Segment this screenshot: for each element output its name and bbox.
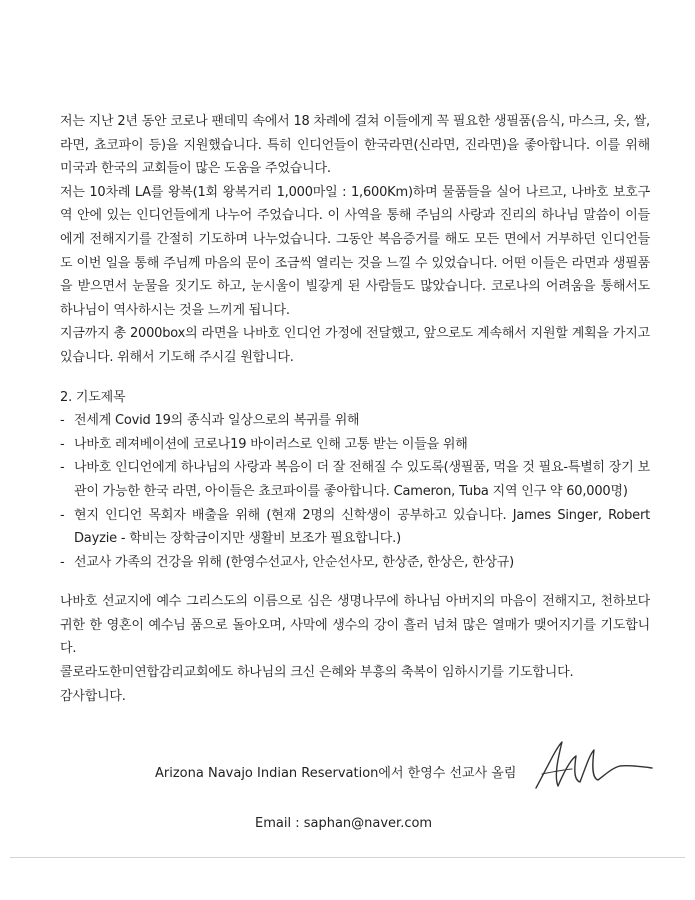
closing-thanks: 감사합니다. <box>60 688 126 704</box>
dash-marker: - <box>60 436 65 452</box>
prayer-item-text: 전세계 Covid 19의 종식과 일상으로의 복귀를 위해 <box>74 413 360 429</box>
prayer-item <box>60 433 650 457</box>
prayer-item <box>60 456 650 503</box>
email-line: Email : saphan@naver.com <box>255 816 433 831</box>
intro-paragraph-1: 저는 지난 2년 동안 코로나 팬데믹 속에서 18 차례에 걸쳐 이들에게 꼭 필요한 생필품(음식, 마스크, 옷, 쌀, 라면, 쵸코파이 등)을 지원했습니다. 특히 인디언들이 한국라면(신라면, 진라면)을 좋아합니다. 이를 위해 미국과 한국의 교회들이 많은 도움을 주었습니다. <box>60 114 650 177</box>
dash-marker: - <box>60 460 65 476</box>
prayer-item-text: 현지 인디언 목회자 배출을 위해 (현재 2명의 신학생이 공부하고 있습니다. James Singer, Robert Dayzie - 학비는 장학금이지만 생활비 보조가 필요합니다.) <box>74 507 650 547</box>
prayer-item-text: 나바호 인디언에게 하나님의 사랑과 복음이 더 잘 전해질 수 있도록(생필품, 먹을 것 필요-특별히 장기 보관이 가능한 한국 라면, 아이들은 쵸코파이를 좋아합니다. Cameron, Tuba 지역 인구 약 60,000명) <box>74 460 650 499</box>
prayer-item-text: 나바호 레져베이션에 코로나19 바이러스로 인해 고통 받는 이들을 위해 <box>74 436 468 452</box>
prayer-item <box>60 409 650 433</box>
intro-paragraph-2: 저는 10차례 LA를 왕복(1회 왕복거리 1,000마일 : 1,600Km)하며 물품들을 실어 나르고, 나바호 보호구역 안에 있는 인디언들에게 나누어 주었습니다. 이 사역을 통해 주님의 사랑과 진리의 하나님 말씀이 이들에게 전해지기를 간절히 기도하며 나누었습니다. 그동안 복음증거를 해도 모든 면에서 거부하던 인디언들도 이번 일을 통해 주님께 마음의 문이 조금씩 열리는 것을 느낄 수 있었습니다. 어떤 이들은 라면과 생필품을 받으면서 눈물을 짓기도 하고, 눈시울이 빌갛게 된 사람들도 많았습니다. 코로나의 어려움을 통해서도 하나님이 역사하시는 것을 느끼게 됩니다. <box>60 184 650 318</box>
closing-paragraph-1: 나바호 선교지에 예수 그리스도의 이름으로 심은 생명나무에 하나님 아버지의 마음이 전해지고, 천하보다 귀한 한 영혼이 예수님 품으로 돌아오며, 사막에 생수의 강이 흘러 넘쳐 많은 열매가 맺어지기를 기도합니다. <box>60 594 650 657</box>
intro-paragraph-3: 지금까지 총 2000box의 라면을 나바호 인디언 가정에 전달했고, 앞으로도 계속해서 지원할 계획을 가지고 있습니다. 위해서 기도해 주시길 원합니다. <box>60 326 650 365</box>
signoff-line: Arizona Navajo Indian Reservation에서 한영수 선교사 올림 <box>155 766 517 781</box>
signature-icon <box>528 736 658 796</box>
prayer-item <box>60 551 650 575</box>
dash-marker: - <box>60 554 65 570</box>
dash-marker: - <box>60 413 65 429</box>
letter-body <box>60 110 650 708</box>
closing-paragraph-2: 콜로라도한미연합감리교회에도 하나님의 크신 은혜와 부흥의 축복이 임하시기를 기도합니다. <box>60 665 574 681</box>
prayer-list <box>60 409 650 574</box>
footer-divider <box>10 857 685 858</box>
prayer-heading: 2. 기도제목 <box>60 389 126 405</box>
dash-marker: - <box>60 507 65 523</box>
prayer-item <box>60 504 650 551</box>
prayer-item-text: 선교사 가족의 건강을 위해 (한영수선교사, 안순선사모, 한상준, 한상은, 한상규) <box>74 554 515 570</box>
